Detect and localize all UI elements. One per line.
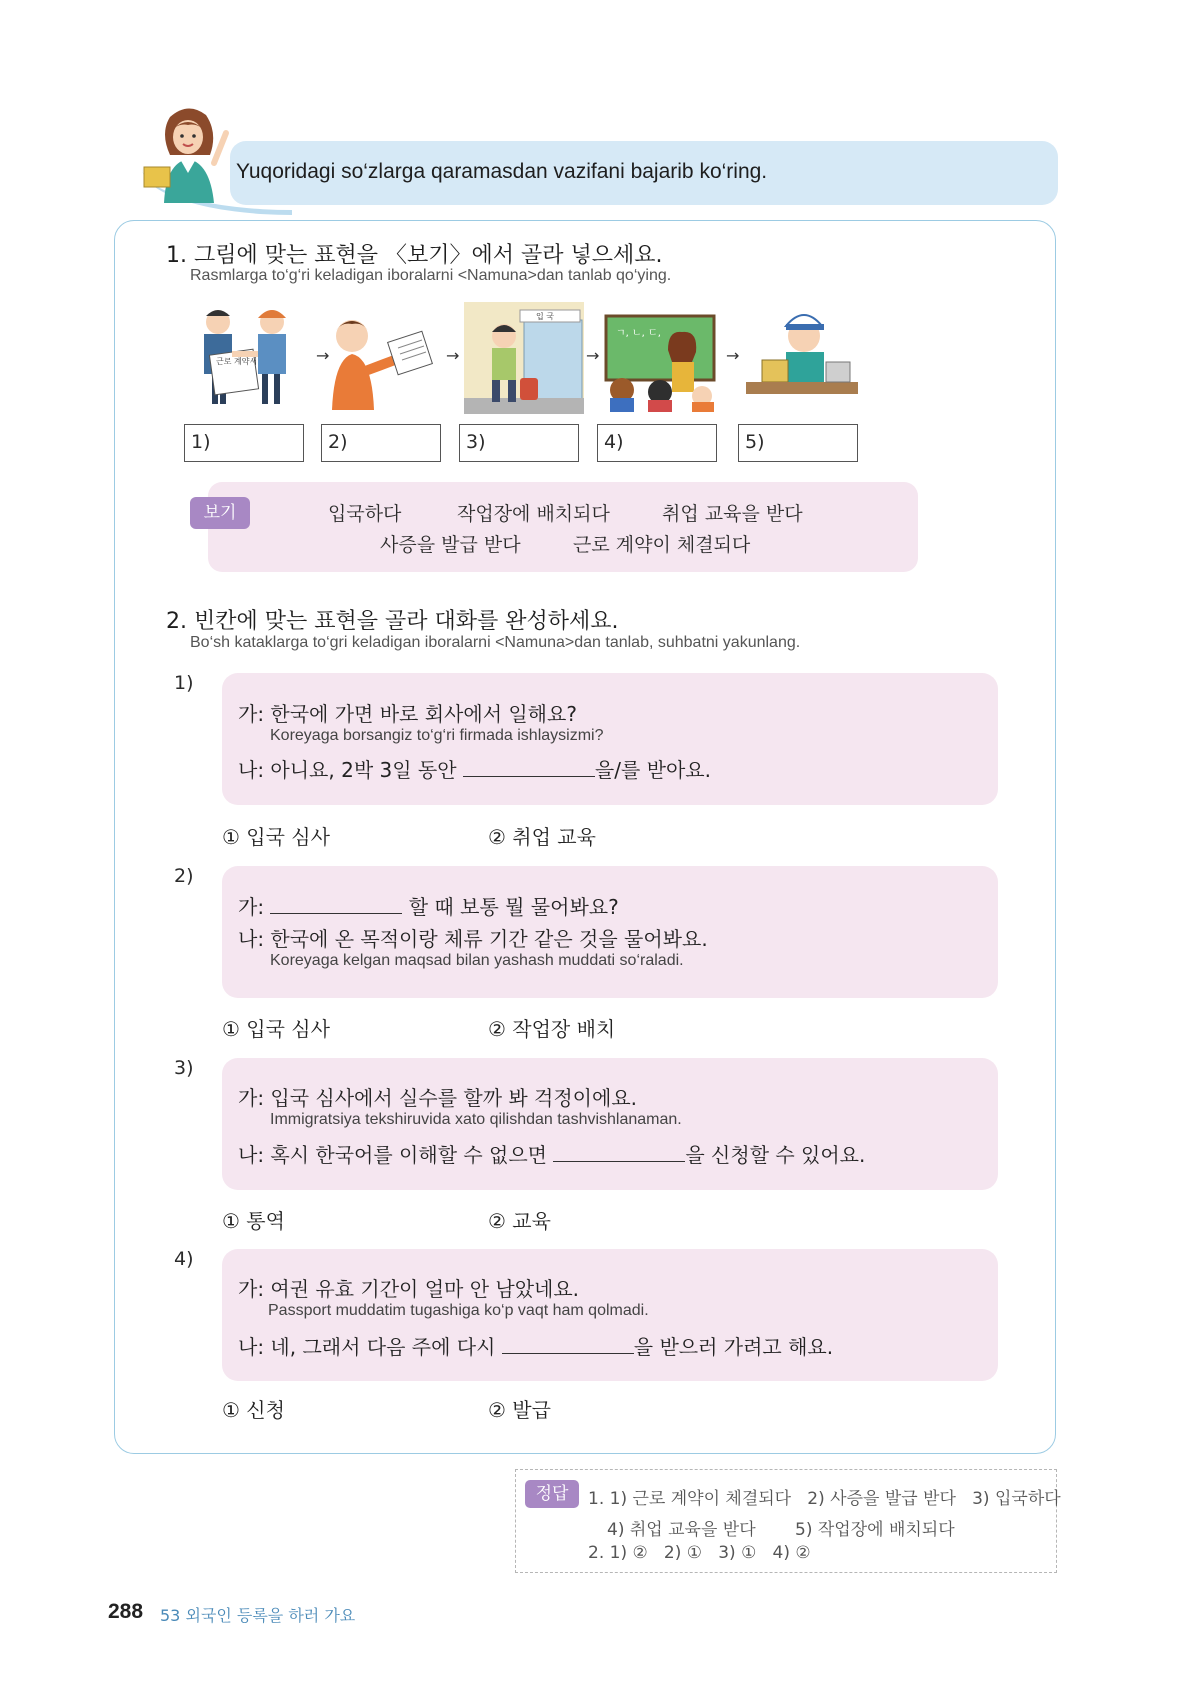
dialog-text: 을 받으러 가려고 해요. (633, 1335, 834, 1359)
chapter-title: 53 외국인 등록을 하러 가요 (160, 1606, 356, 1625)
dialog-text: 가: (238, 895, 265, 919)
dialog-translation: Koreyaga kelgan maqsad bilan yashash muddati so‘raladi. (270, 952, 684, 969)
answer-box-3[interactable]: 3) (459, 424, 579, 462)
dialog-text: 할 때 보통 뭘 물어봐요? (408, 895, 619, 919)
dialog-line-a: 가: 여권 유효 기간이 얼마 안 남았네요. (238, 1277, 580, 1301)
answer-box-2[interactable]: 2) (321, 424, 441, 462)
workplace-picture (742, 300, 862, 412)
item-number: 2) (174, 865, 194, 887)
answer-label: 정답 (525, 1480, 579, 1508)
answer-box-1[interactable]: 1) (184, 424, 304, 462)
arrow-icon: → (726, 346, 740, 365)
dialog-text: 나: 혹시 한국어를 이해할 수 없으면 (238, 1143, 548, 1167)
section2-title: 2. 빈칸에 맞는 표현을 골라 대화를 완성하세요. (166, 609, 619, 634)
dialog-text: 나: 네, 그래서 다음 주에 다시 (238, 1335, 496, 1359)
entry-picture (464, 302, 584, 414)
section1-subtitle: Rasmlarga to‘g‘ri keladigan iboralarni <Namuna>dan tanlab qo‘ying. (190, 267, 672, 284)
contract-signing-picture (186, 300, 306, 412)
example-word: 근로 계약이 체결되다 (573, 534, 751, 556)
option-1[interactable]: ① 입국 심사 (222, 825, 330, 849)
option-1[interactable]: ① 통역 (222, 1209, 285, 1233)
fill-blank[interactable] (463, 758, 595, 777)
section1-title: 1. 그림에 맞는 표현을 〈보기〉에서 골라 넣으세요. (166, 243, 663, 268)
fill-blank[interactable] (270, 895, 402, 914)
example-word: 취업 교육을 받다 (662, 503, 803, 525)
option-1[interactable]: ① 입국 심사 (222, 1017, 330, 1041)
answer-line: 1. 1) 근로 계약이 체결되다 2) 사증을 발급 받다 3) 입국하다 (588, 1489, 1061, 1509)
dialog-line-b (238, 1139, 865, 1168)
example-word: 사증을 발급 받다 (380, 534, 521, 556)
dialog-translation: Passport muddatim tugashiga ko‘p vaqt ham qolmadi. (268, 1302, 649, 1319)
dialog-line-b (238, 754, 711, 783)
answer-box-4[interactable]: 4) (597, 424, 717, 462)
dialog-text: 을/를 받아요. (594, 758, 711, 782)
arrow-icon: → (316, 346, 330, 365)
dialog-text: 을 신청할 수 있어요. (685, 1143, 866, 1167)
option-2[interactable]: ② 취업 교육 (488, 825, 596, 849)
dialog-line-a: 가: 한국에 가면 바로 회사에서 일해요? (238, 702, 577, 726)
answer-box-5[interactable]: 5) (738, 424, 858, 462)
contract-label: 근로 계약서 (216, 357, 258, 366)
dialog-translation: Koreyaga borsangiz to‘g‘ri firmada ishlaysizmi? (270, 727, 604, 744)
dialog-line-a: 가: 입국 심사에서 실수를 할까 봐 걱정이에요. (238, 1086, 637, 1110)
teacher-illustration (140, 103, 238, 203)
option-1[interactable]: ① 신청 (222, 1398, 285, 1422)
entry-sign: 입 국 (536, 312, 554, 321)
item-number: 3) (174, 1057, 194, 1079)
example-word: 입국하다 (328, 503, 402, 525)
section2-subtitle: Bo‘sh kataklarga to‘gri keladigan iboralarni <Namuna>dan tanlab, suhbatni yakunlang. (190, 634, 801, 651)
dialog-text: 나: 아니요, 2박 3일 동안 (238, 758, 457, 782)
answer-line: 4) 취업 교육을 받다 (607, 1520, 756, 1540)
option-2[interactable]: ② 발급 (488, 1398, 551, 1422)
dialog-line-a (238, 891, 619, 920)
arrow-icon: → (446, 346, 460, 365)
fill-blank[interactable] (553, 1143, 685, 1162)
item-number: 1) (174, 672, 194, 694)
example-word: 작업장에 배치되다 (457, 503, 610, 525)
option-2[interactable]: ② 교육 (488, 1209, 551, 1233)
classroom-picture (602, 300, 722, 412)
visa-picture (322, 300, 442, 412)
option-2[interactable]: ② 작업장 배치 (488, 1017, 616, 1041)
instruction-text: Yuqoridagi so‘zlarga qaramasdan vazifani bajarib ko‘ring. (236, 160, 768, 183)
dialog-line-b (238, 1331, 833, 1360)
answer-line: 5) 작업장에 배치되다 (795, 1520, 955, 1540)
dialog-translation: Immigratsiya tekshiruvida xato qilishdan tashvishlanaman. (270, 1111, 682, 1128)
board-text: ㄱ, ㄴ, ㄷ, (616, 328, 661, 339)
arrow-icon: → (586, 346, 600, 365)
answer-line: 2. 1) ② 2) ① 3) ① 4) ② (588, 1543, 811, 1563)
example-box (208, 482, 918, 572)
dialog-line-b: 나: 한국에 온 목적이랑 체류 기간 같은 것을 물어봐요. (238, 927, 708, 951)
item-number: 4) (174, 1248, 194, 1270)
example-label: 보기 (190, 497, 250, 529)
page-number: 288 (108, 1600, 144, 1623)
fill-blank[interactable] (502, 1335, 634, 1354)
